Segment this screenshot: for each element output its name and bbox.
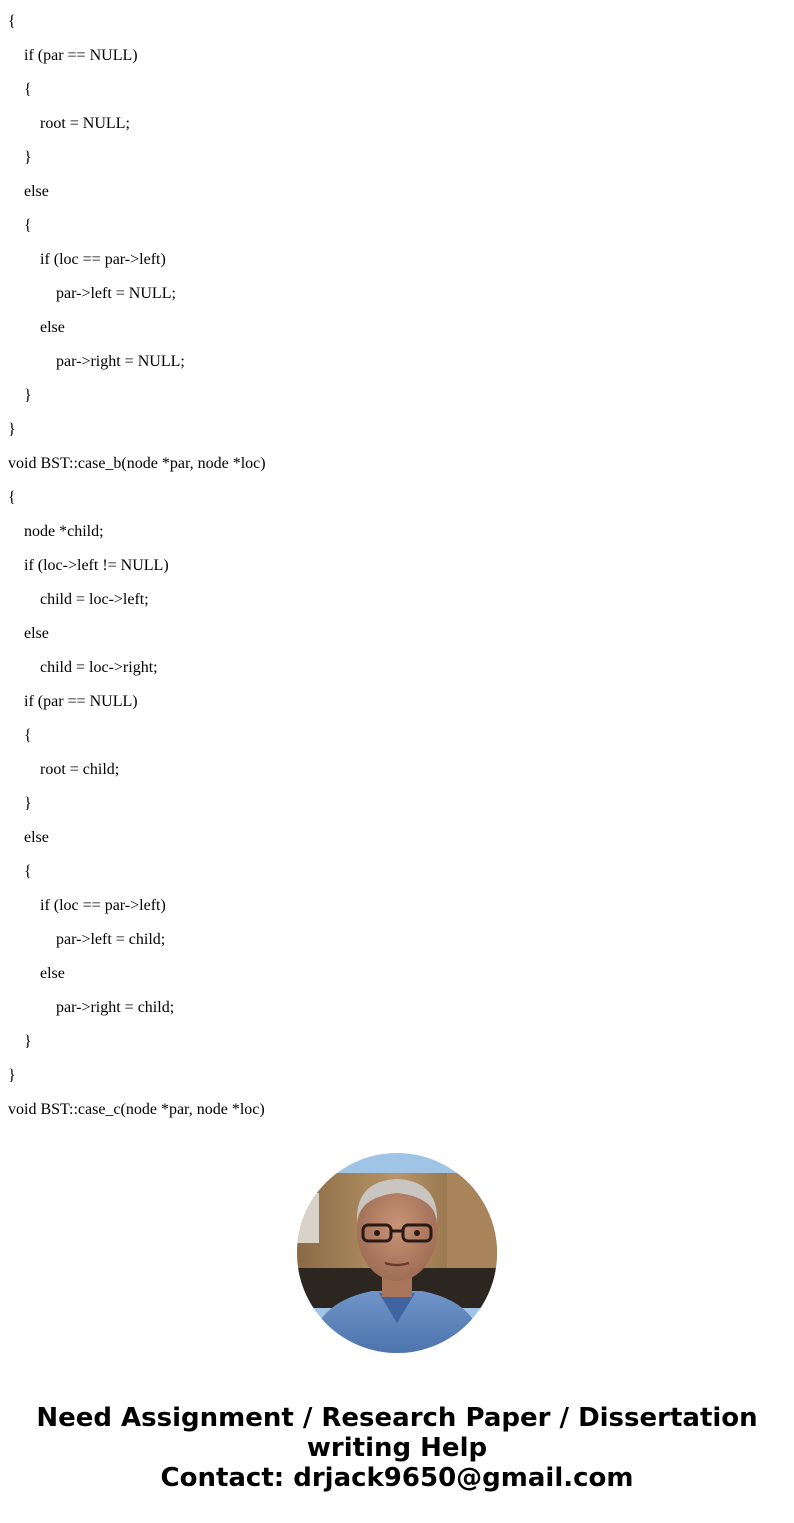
code-line: void BST::case_c(node *par, node *loc) <box>8 1101 265 1118</box>
banner-line-2: writing Help <box>306 1433 488 1463</box>
code-line: } <box>24 1033 32 1050</box>
code-line: child = loc->left; <box>40 591 149 608</box>
code-line: { <box>24 863 32 880</box>
code-line: else <box>24 625 49 642</box>
code-line: if (loc->left != NULL) <box>24 557 169 574</box>
banner-line-1: Need Assignment / Research Paper / Dissertation <box>36 1403 758 1433</box>
avatar <box>297 1153 497 1353</box>
code-line: par->left = NULL; <box>56 285 176 302</box>
code-line: } <box>24 795 32 812</box>
contact-banner <box>0 1403 794 1493</box>
code-line: } <box>8 421 16 438</box>
code-line: { <box>8 489 16 506</box>
code-line: if (loc == par->left) <box>40 897 166 914</box>
code-line: } <box>24 387 32 404</box>
code-line: { <box>24 727 32 744</box>
code-line: par->left = child; <box>56 931 166 948</box>
code-listing <box>8 5 778 1127</box>
banner-contact-line: Contact: drjack9650@gmail.com <box>160 1463 634 1493</box>
code-line: node *child; <box>24 523 104 540</box>
code-line: if (par == NULL) <box>24 47 138 64</box>
code-line: else <box>24 829 49 846</box>
code-line: { <box>8 13 16 30</box>
code-line: else <box>40 965 65 982</box>
code-line: par->right = child; <box>56 999 175 1016</box>
code-line: par->right = NULL; <box>56 353 185 370</box>
code-line: void BST::case_b(node *par, node *loc) <box>8 455 266 472</box>
code-line: { <box>24 217 32 234</box>
code-line: if (loc == par->left) <box>40 251 166 268</box>
author-photo <box>297 1153 497 1353</box>
code-line: } <box>8 1067 16 1084</box>
code-line: if (par == NULL) <box>24 693 138 710</box>
code-line: } <box>24 149 32 166</box>
code-line: root = NULL; <box>40 115 130 132</box>
code-line: else <box>40 319 65 336</box>
code-line: { <box>24 81 32 98</box>
code-line: child = loc->right; <box>40 659 158 676</box>
code-line: root = child; <box>40 761 120 778</box>
code-line: else <box>24 183 49 200</box>
